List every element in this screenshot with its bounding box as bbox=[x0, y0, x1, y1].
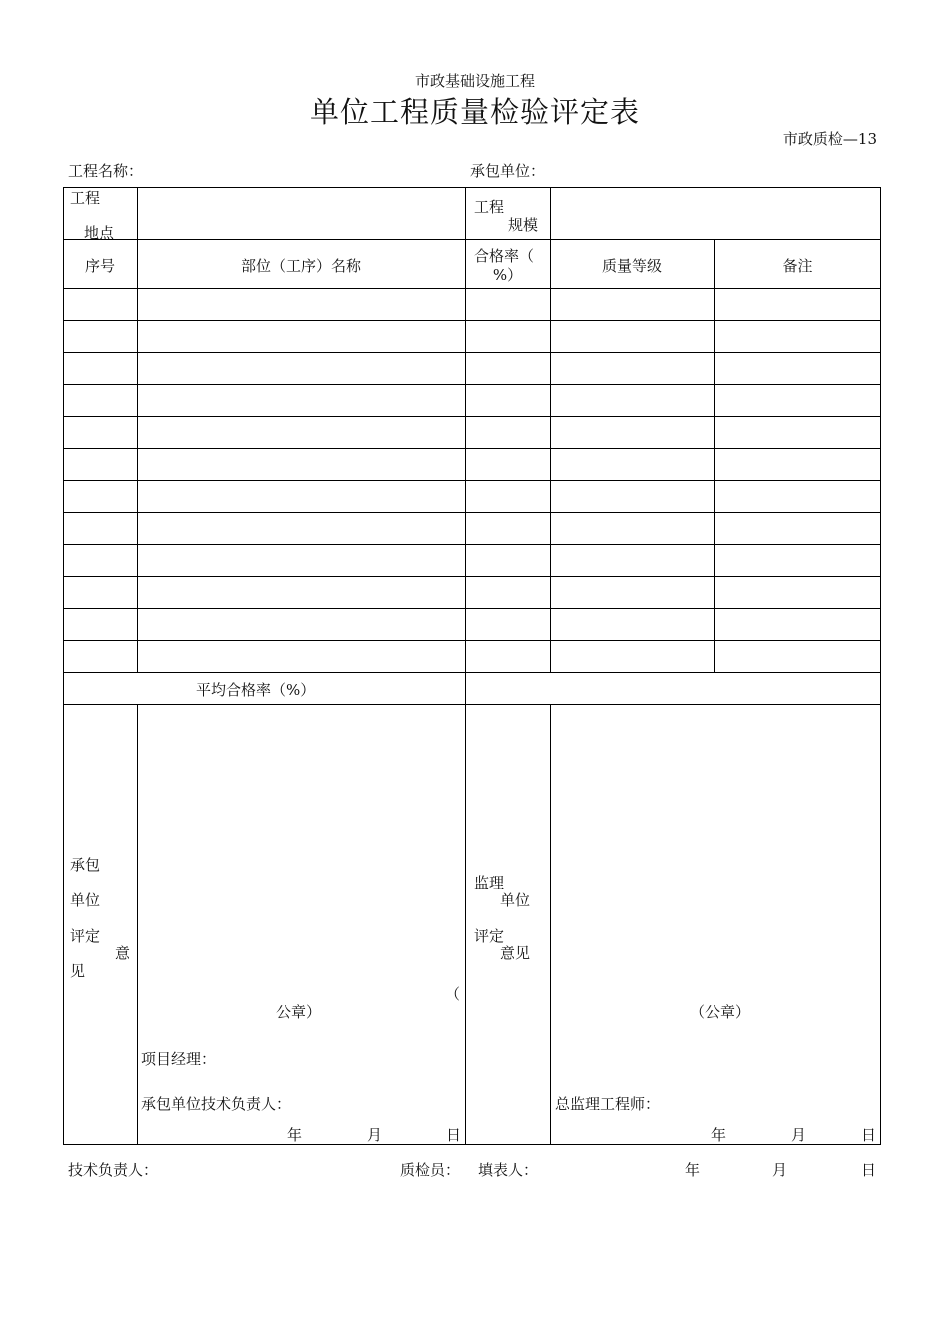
col-header-grade: 质量等级 bbox=[601, 257, 662, 275]
row-line bbox=[63, 704, 881, 705]
row-line bbox=[63, 352, 881, 353]
contractor-date-day: 日 bbox=[446, 1126, 462, 1144]
quality-table bbox=[63, 187, 881, 1145]
col-line bbox=[137, 704, 138, 1145]
supervisor-date-year: 年 bbox=[711, 1126, 727, 1144]
col-line bbox=[465, 187, 466, 1145]
row-line bbox=[63, 288, 881, 289]
col-header-part-name: 部位（工序）名称 bbox=[240, 257, 361, 275]
contractor-seal: 公章） bbox=[276, 1003, 322, 1021]
site-label-line1: 工程 bbox=[70, 189, 101, 207]
supervisor-date-day: 日 bbox=[861, 1126, 877, 1144]
row-line bbox=[63, 640, 881, 641]
form-number: 市政质检—13 bbox=[782, 130, 877, 148]
row-line bbox=[63, 544, 881, 545]
supervisor-date-month: 月 bbox=[791, 1126, 807, 1144]
supervisor-opinion-label-3: 评定 bbox=[474, 927, 505, 945]
site-label-line2: 地点 bbox=[84, 224, 115, 242]
scale-label-line1: 工程 bbox=[474, 198, 505, 216]
footer-date-day: 日 bbox=[861, 1161, 877, 1179]
row-line bbox=[63, 416, 881, 417]
contractor-date-year: 年 bbox=[287, 1126, 303, 1144]
supervisor-opinion-label-2: 单位 bbox=[500, 891, 531, 909]
row-line bbox=[63, 239, 881, 240]
row-line bbox=[63, 672, 881, 673]
footer-inspector: 质检员： bbox=[400, 1161, 461, 1179]
row-line bbox=[63, 384, 881, 385]
contractor-opinion-label-5: 见 bbox=[70, 962, 86, 980]
col-header-remark: 备注 bbox=[782, 257, 813, 275]
row-line bbox=[63, 512, 881, 513]
contractor-opinion-label-2: 单位 bbox=[70, 891, 101, 909]
row-line bbox=[63, 448, 881, 449]
col-header-pass-rate-2: %） bbox=[492, 266, 523, 284]
footer-tech-head: 技术负责人： bbox=[68, 1161, 159, 1179]
row-line bbox=[63, 480, 881, 481]
footer-filler: 填表人： bbox=[478, 1161, 539, 1179]
contractor-label: 承包单位： bbox=[470, 162, 546, 180]
contractor-opinion-label-4: 意 bbox=[115, 944, 131, 962]
project-name-label: 工程名称： bbox=[68, 162, 144, 180]
footer-date-year: 年 bbox=[685, 1161, 701, 1179]
col-line bbox=[714, 239, 715, 672]
contractor-seal-open: （ bbox=[445, 985, 461, 1003]
footer-date-month: 月 bbox=[772, 1161, 788, 1179]
contractor-tech-head-label: 承包单位技术负责人： bbox=[141, 1095, 292, 1113]
supervisor-seal: （公章） bbox=[690, 1003, 751, 1021]
chief-supervisor-label: 总监理工程师： bbox=[555, 1095, 661, 1113]
supervisor-opinion-label-4: 意见 bbox=[500, 944, 531, 962]
project-manager-label: 项目经理： bbox=[141, 1050, 217, 1068]
form-subtitle: 市政基础设施工程 bbox=[414, 72, 535, 90]
avg-pass-rate-label: 平均合格率（%） bbox=[196, 681, 316, 699]
contractor-date-month: 月 bbox=[367, 1126, 383, 1144]
row-line bbox=[63, 576, 881, 577]
row-line bbox=[63, 608, 881, 609]
form-title: 单位工程质量检验评定表 bbox=[309, 95, 640, 129]
col-line bbox=[550, 704, 551, 1145]
scale-label-line2: 规模 bbox=[508, 216, 539, 234]
col-header-pass-rate-1: 合格率（ bbox=[474, 247, 535, 265]
contractor-opinion-label-3: 评定 bbox=[70, 927, 101, 945]
row-line bbox=[63, 320, 881, 321]
supervisor-opinion-label-1: 监理 bbox=[474, 874, 505, 892]
col-header-seq: 序号 bbox=[84, 257, 115, 275]
contractor-opinion-label-1: 承包 bbox=[70, 856, 101, 874]
